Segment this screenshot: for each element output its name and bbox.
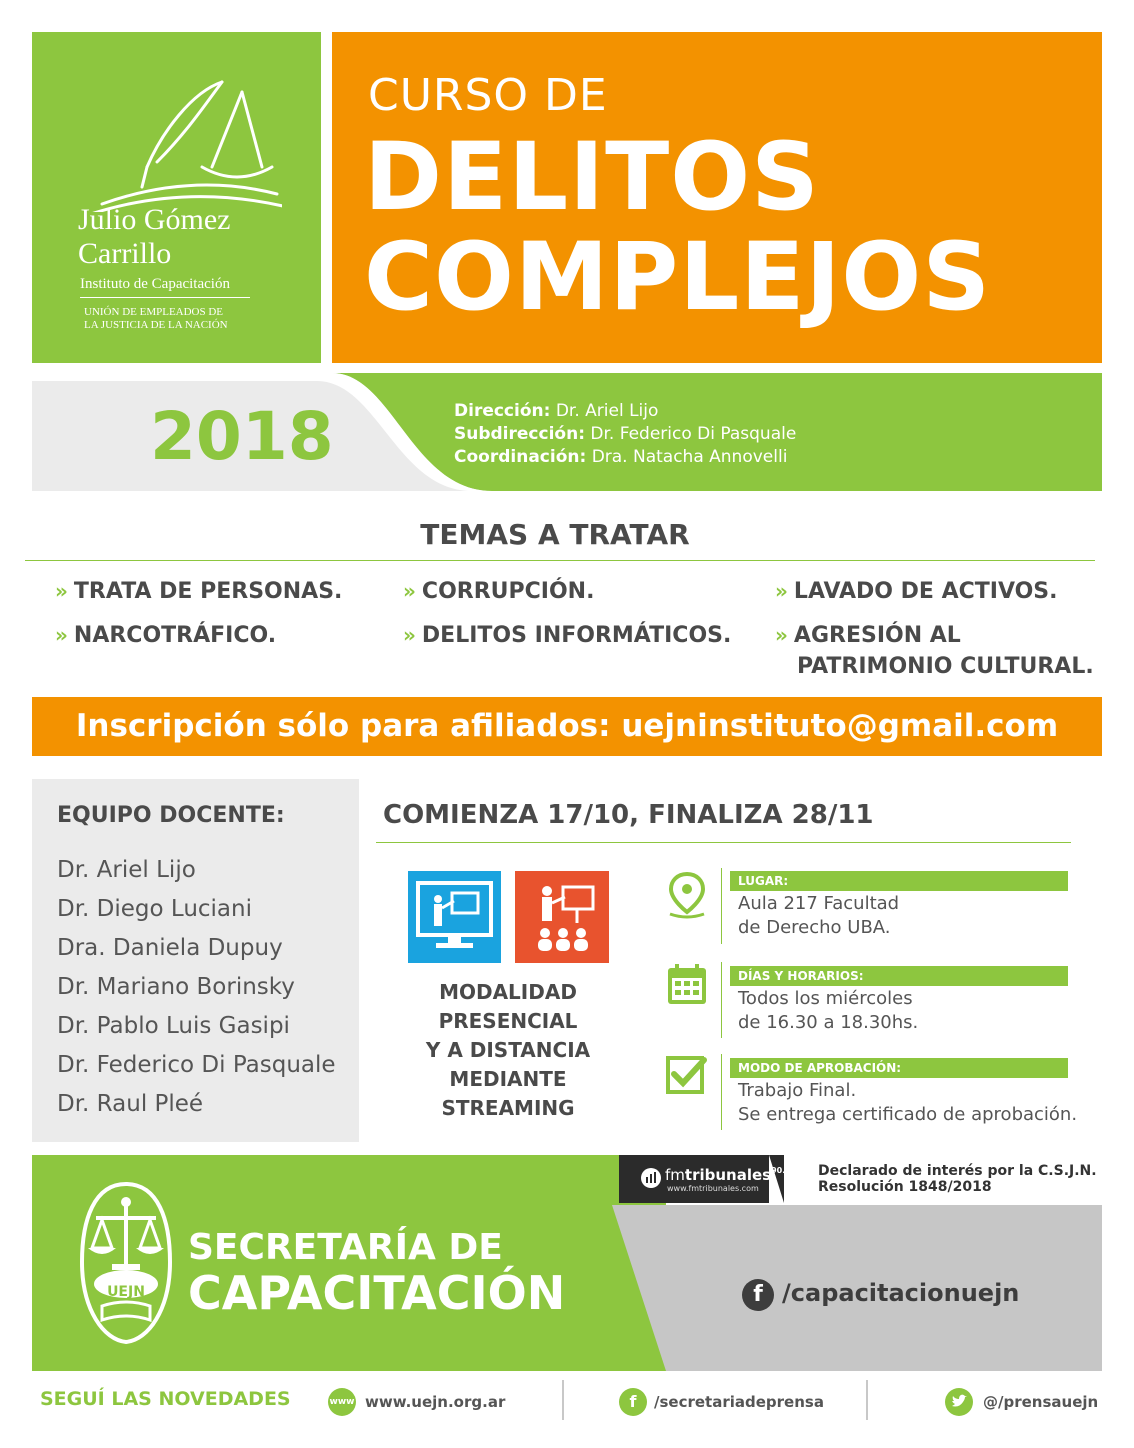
direction-label: Dirección:: [454, 401, 551, 421]
website-link[interactable]: www.uejn.org.ar: [365, 1393, 506, 1411]
twitter-icon[interactable]: [945, 1388, 973, 1416]
course-year: 2018: [150, 398, 334, 475]
modality-text: MODALIDAD PRESENCIAL Y A DISTANCIA MEDIANTE STREAMING: [425, 980, 591, 1120]
separator: [562, 1380, 564, 1420]
info-label-schedule: DÍAS Y HORARIOS:: [730, 966, 1068, 986]
info-divider: [721, 1054, 722, 1130]
course-dates: COMIENZA 17/10, FINALIZA 28/11: [383, 800, 874, 830]
title-prefix: CURSO DE: [368, 70, 608, 121]
facebook-icon[interactable]: f: [742, 1279, 774, 1311]
coordination-value: Dra. Natacha Annovelli: [591, 447, 788, 467]
info-text-place: Aula 217 Facultad de Derecho UBA.: [738, 893, 900, 938]
team-member: Dr. Mariano Borinsky: [57, 974, 295, 1000]
streaming-screen-icon: [408, 871, 501, 963]
info-text-approval: Trabajo Final. Se entrega certificado de aprobación.: [738, 1080, 1078, 1125]
topic-marker: »: [775, 579, 788, 603]
facebook-prensa-link[interactable]: /secretariadeprensa: [654, 1393, 824, 1411]
calendar-icon: [664, 962, 710, 1010]
secretaria-line2: CAPACITACIÓN: [188, 1266, 566, 1320]
title-line1: DELITOS: [364, 123, 820, 232]
globe-www-icon[interactable]: www: [328, 1388, 356, 1416]
subdirection-value: Dr. Federico Di Pasquale: [590, 424, 797, 444]
topic-item: » AGRESIÓN AL: [775, 623, 961, 648]
info-divider: [721, 962, 722, 1038]
subdirection-line: [454, 424, 796, 444]
team-member: Dr. Ariel Lijo: [57, 857, 196, 883]
uejn-label: UEJN: [107, 1284, 145, 1300]
inscription-banner: [32, 697, 1102, 756]
subdirection-label: Subdirección:: [454, 424, 585, 444]
inscription-text[interactable]: Inscripción sólo para afiliados: uejninstituto@gmail.com: [75, 708, 1059, 744]
panel-diagonal: [612, 1205, 672, 1371]
info-label-approval: MODO DE APROBACIÓN:: [730, 1058, 1068, 1078]
scales-quill-icon: [72, 72, 282, 212]
info-label-place: LUGAR:: [730, 871, 1068, 891]
facebook-prensa-icon[interactable]: f: [619, 1388, 647, 1416]
radio-url[interactable]: www.fmtribunales.com: [667, 1184, 759, 1193]
topic-item: » DELITOS INFORMÁTICOS.: [403, 623, 732, 648]
direction-line: [454, 401, 658, 421]
team-member: Dr. Diego Luciani: [57, 896, 252, 922]
topic-item: » TRATA DE PERSONAS.: [55, 579, 343, 604]
twitter-link[interactable]: @/prensauejn: [983, 1393, 1099, 1411]
divider: [80, 297, 250, 298]
team-member: Dra. Daniela Dupuy: [57, 935, 283, 961]
topic-marker: »: [55, 623, 68, 647]
course-title-panel: [332, 32, 1102, 363]
uejn-shield-icon: [78, 1180, 174, 1345]
institute-name-line1: Julio Gómez: [78, 203, 231, 236]
direction-value: Dr. Ariel Lijo: [555, 401, 659, 421]
dates-divider: [376, 842, 1071, 843]
team-title: EQUIPO DOCENTE:: [57, 803, 285, 828]
separator: [866, 1380, 868, 1420]
topic-marker: »: [775, 623, 788, 647]
topics-title: TEMAS A TRATAR: [420, 518, 690, 551]
info-divider: [721, 868, 722, 944]
team-member: Dr. Federico Di Pasquale: [57, 1052, 336, 1078]
title-line2: COMPLEJOS: [364, 223, 992, 332]
topic-item-continued: PATRIMONIO CULTURAL.: [797, 654, 1094, 679]
secretaria-line1: SECRETARÍA DE: [188, 1227, 503, 1268]
union-line2: LA JUSTICIA DE LA NACIÓN: [84, 319, 228, 331]
radio-name: fmtribunales$^{90.5}$: [665, 1166, 791, 1184]
coordination-label: Coordinación:: [454, 447, 587, 467]
declared-interest: Declarado de interés por la C.S.J.N. Resolución 1848/2018: [818, 1163, 1097, 1195]
checkbox-check-icon: [664, 1052, 710, 1100]
coordination-line: [454, 447, 787, 467]
radio-logo-icon: [640, 1167, 662, 1189]
topics-divider: [25, 560, 1095, 561]
topic-marker: »: [55, 579, 68, 603]
topic-item: » LAVADO DE ACTIVOS.: [775, 579, 1058, 604]
institute-name-line2: Carrillo: [78, 237, 172, 270]
topic-marker: »: [403, 579, 416, 603]
team-member: Dr. Raul Pleé: [57, 1091, 204, 1117]
topic-marker: »: [403, 623, 416, 647]
follow-label: SEGUÍ LAS NOVEDADES: [40, 1388, 291, 1410]
union-line1: UNIÓN DE EMPLEADOS DE: [84, 306, 224, 318]
info-text-schedule: Todos los miércoles de 16.30 a 18.30hs.: [738, 988, 919, 1033]
institute-subtitle: Instituto de Capacitación: [80, 276, 230, 292]
classroom-presenter-icon: [515, 871, 609, 963]
facebook-capacitacion-link[interactable]: /capacitacionuejn: [782, 1279, 1020, 1307]
topic-item: » CORRUPCIÓN.: [403, 579, 595, 604]
topic-item: » NARCOTRÁFICO.: [55, 623, 277, 648]
team-member: Dr. Pablo Luis Gasipi: [57, 1013, 290, 1039]
institute-logo-panel: [32, 32, 321, 363]
location-pin-icon: [664, 870, 710, 918]
